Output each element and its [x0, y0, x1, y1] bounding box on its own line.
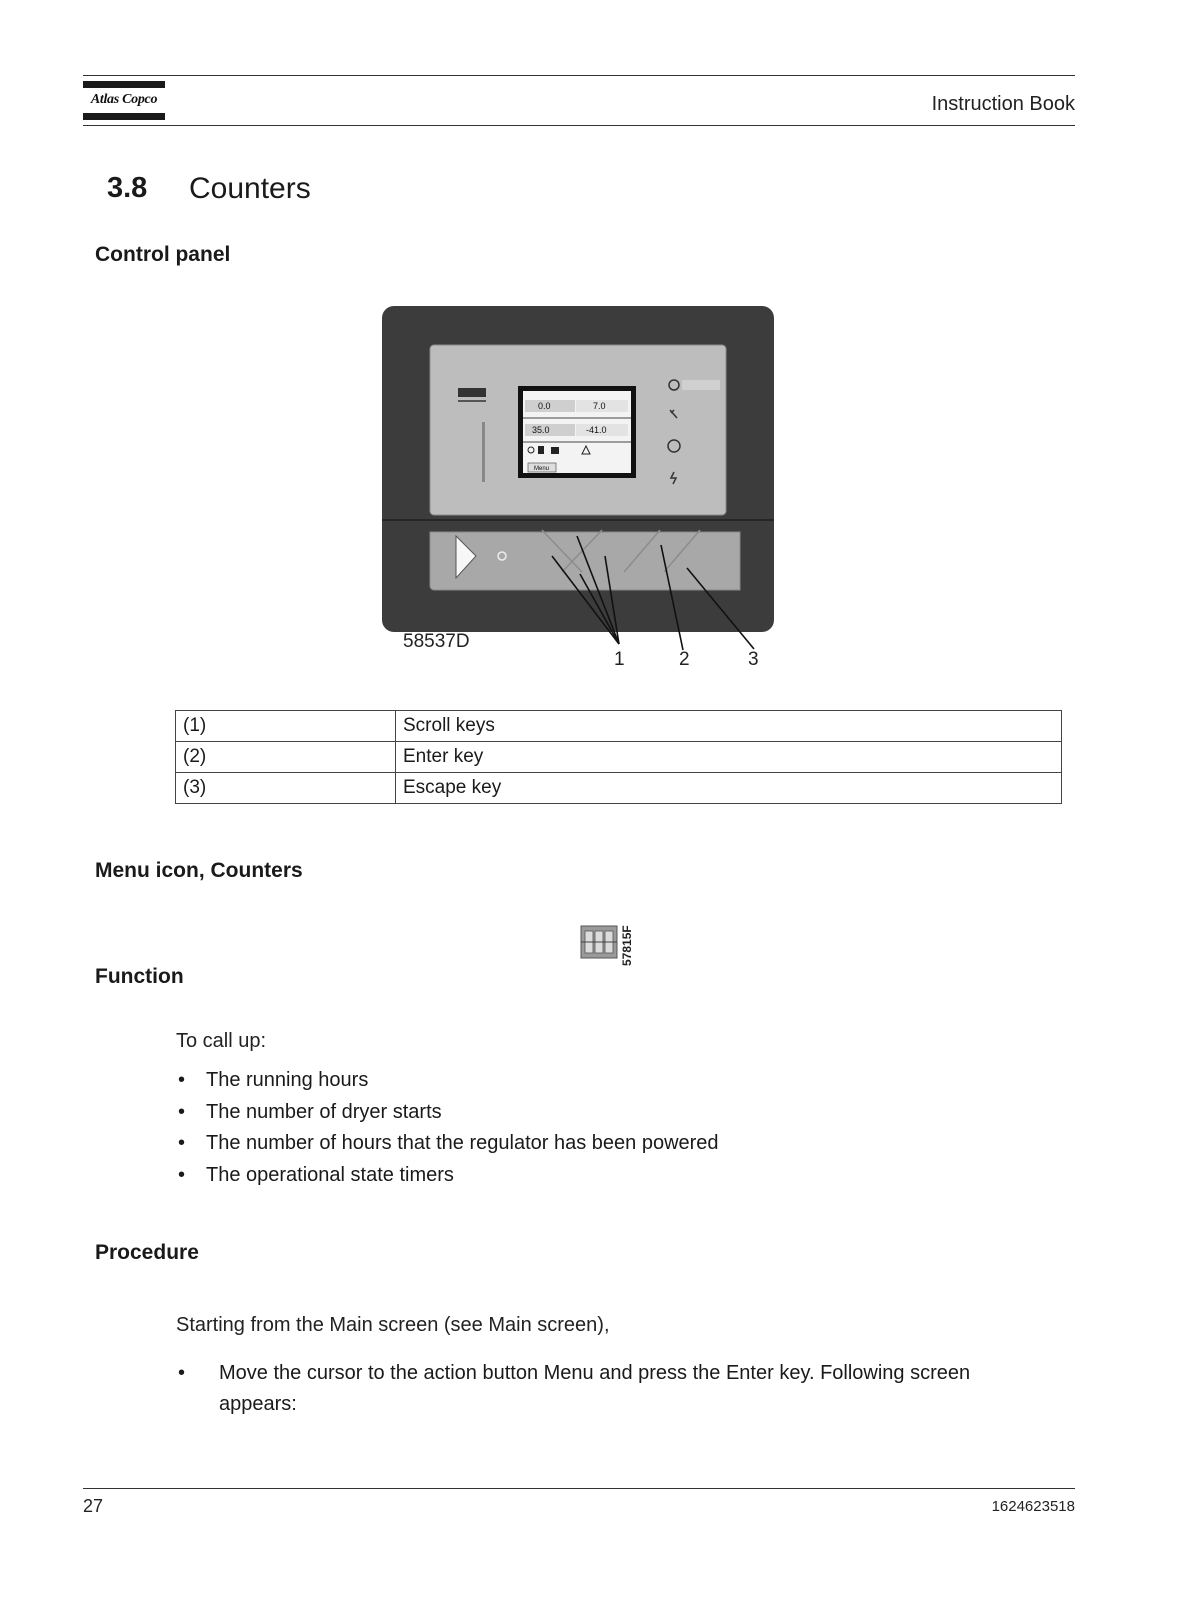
table-row — [176, 773, 1062, 804]
counters-icon — [578, 918, 638, 968]
list-item: • The operational state timers — [176, 1161, 719, 1193]
procedure-heading: Procedure — [95, 1241, 199, 1264]
list-item: • The running hours — [176, 1066, 719, 1098]
display-value-2: 7.0 — [593, 401, 606, 411]
header-rule-top — [83, 75, 1075, 76]
list-item: • The number of hours that the regulator has been powered — [176, 1129, 719, 1161]
section-title: Counters — [189, 172, 311, 205]
document-title: Instruction Book — [931, 93, 1075, 115]
brand-logo: Atlas Copco — [90, 92, 158, 107]
document-number: 1624623518 — [991, 1498, 1075, 1515]
list-item: • The number of dryer starts — [176, 1098, 719, 1130]
display-menu-button: Menu — [534, 466, 550, 472]
section-number: 3.8 — [107, 172, 148, 204]
legend-table — [175, 710, 1062, 804]
legend-label: Escape key — [396, 773, 1062, 804]
control-panel-figure — [370, 300, 790, 680]
table-row — [176, 742, 1062, 773]
legend-ref: (2) — [176, 742, 396, 773]
control-panel-heading: Control panel — [95, 243, 231, 266]
procedure-step-text: Move the cursor to the action button Menu and press the Enter key. Following screen appears: — [219, 1362, 971, 1415]
function-heading: Function — [95, 965, 184, 988]
function-list — [176, 1066, 719, 1192]
callout-3: 3 — [748, 649, 759, 670]
figure-code: 58537D — [403, 631, 470, 652]
procedure-intro: Starting from the Main screen (see Main screen), — [176, 1314, 610, 1336]
function-intro: To call up: — [176, 1030, 267, 1052]
icon-code: 57815F — [620, 925, 634, 966]
display-value-4: -41.0 — [586, 425, 607, 435]
legend-label: Scroll keys — [396, 711, 1062, 742]
legend-ref: (3) — [176, 773, 396, 804]
table-row — [176, 711, 1062, 742]
callout-1: 1 — [614, 649, 625, 670]
bullet-icon: • — [178, 1362, 186, 1384]
header-rule-bottom — [83, 125, 1075, 126]
legend-label: Enter key — [396, 742, 1062, 773]
callout-2: 2 — [679, 649, 690, 670]
procedure-step — [176, 1358, 1046, 1420]
page-number: 27 — [83, 1496, 104, 1516]
logo-bar-top — [83, 81, 165, 88]
logo-bar-bottom — [83, 113, 165, 120]
display-value-3: 35.0 — [532, 425, 550, 435]
keypad-face — [430, 532, 740, 590]
display-value-1: 0.0 — [538, 401, 551, 411]
menu-icon-heading: Menu icon, Counters — [95, 859, 303, 882]
legend-ref: (1) — [176, 711, 396, 742]
footer-rule — [83, 1488, 1075, 1489]
